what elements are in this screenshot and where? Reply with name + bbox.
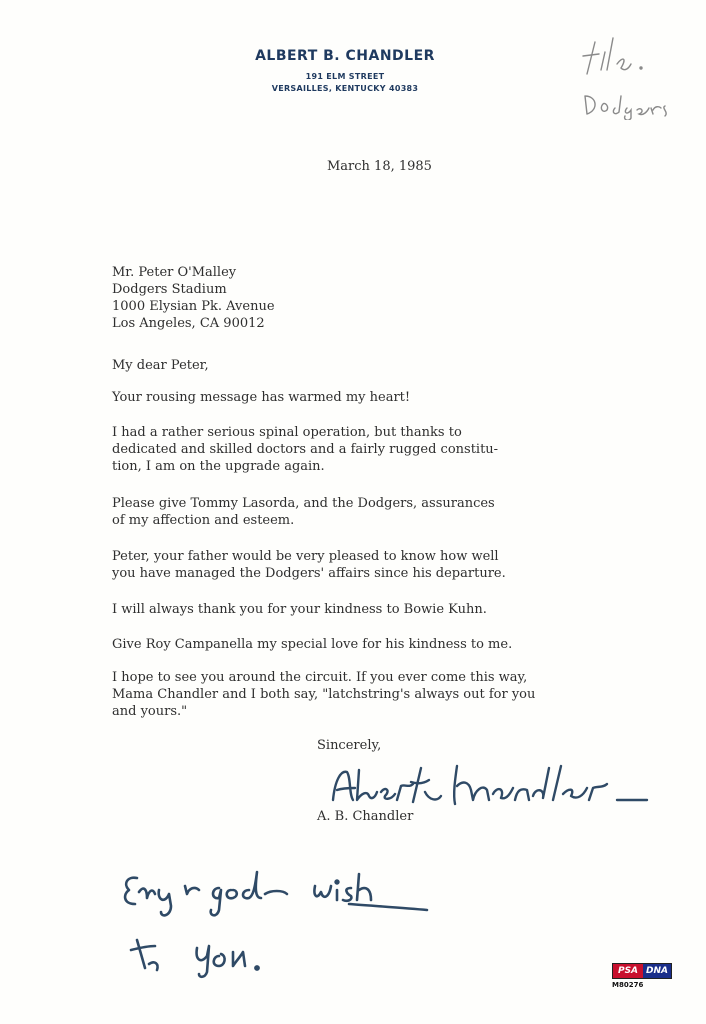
body-paragraph bbox=[112, 669, 592, 720]
body-paragraph bbox=[112, 389, 592, 406]
psa-logo-right: DNA bbox=[643, 964, 671, 978]
body-paragraph bbox=[112, 636, 592, 653]
closing: Sincerely, bbox=[317, 738, 382, 753]
letter-date: March 18, 1985 bbox=[327, 159, 432, 174]
salutation: My dear Peter, bbox=[112, 358, 209, 373]
pencil-corner-note bbox=[565, 30, 685, 120]
body-line: dedicated and skilled doctors and a fairly rugged constitu- bbox=[112, 442, 499, 457]
body-line: I hope to see you around the circuit. If you ever come this way, bbox=[112, 670, 528, 685]
body-line: and yours." bbox=[112, 704, 188, 719]
body-line: Please give Tommy Lasorda, and the Dodgers, assurances bbox=[112, 496, 495, 511]
letterhead-name: ALBERT B. CHANDLER bbox=[255, 48, 435, 64]
body-paragraph bbox=[112, 495, 592, 529]
body-line: I will always thank you for your kindness to Bowie Kuhn. bbox=[112, 602, 487, 617]
authentication-sticker bbox=[612, 963, 672, 989]
recipient-line: 1000 Elysian Pk. Avenue bbox=[112, 299, 275, 314]
recipient-address bbox=[112, 264, 275, 332]
typed-signature-name: A. B. Chandler bbox=[317, 809, 414, 824]
letterhead-street: 191 ELM STREET bbox=[305, 72, 385, 81]
letterhead-city: VERSAILLES, KENTUCKY 40383 bbox=[271, 84, 419, 93]
letterhead bbox=[200, 48, 490, 93]
body-line: of my affection and esteem. bbox=[112, 513, 295, 528]
recipient-line: Dodgers Stadium bbox=[112, 282, 227, 297]
body-line: Your rousing message has warmed my heart! bbox=[112, 390, 411, 405]
authentication-serial: M80276 bbox=[612, 981, 644, 989]
body-line: tion, I am on the upgrade again. bbox=[112, 459, 325, 474]
psa-logo-left: PSA bbox=[613, 964, 643, 978]
body-paragraph bbox=[112, 424, 592, 475]
recipient-line: Mr. Peter O'Malley bbox=[112, 265, 237, 280]
body-line: Peter, your father would be very pleased to know how well bbox=[112, 549, 499, 564]
recipient-line: Los Angeles, CA 90012 bbox=[112, 316, 265, 331]
psa-dna-logo bbox=[612, 963, 672, 979]
body-line: Give Roy Campanella my special love for his kindness to me. bbox=[112, 637, 513, 652]
handwritten-note bbox=[115, 860, 445, 980]
body-paragraph bbox=[112, 601, 592, 618]
body-line: Mama Chandler and I both say, "latchstring's always out for you bbox=[112, 687, 536, 702]
body-paragraph bbox=[112, 548, 592, 582]
body-line: I had a rather serious spinal operation, but thanks to bbox=[112, 425, 462, 440]
body-line: you have managed the Dodgers' affairs since his departure. bbox=[112, 566, 506, 581]
